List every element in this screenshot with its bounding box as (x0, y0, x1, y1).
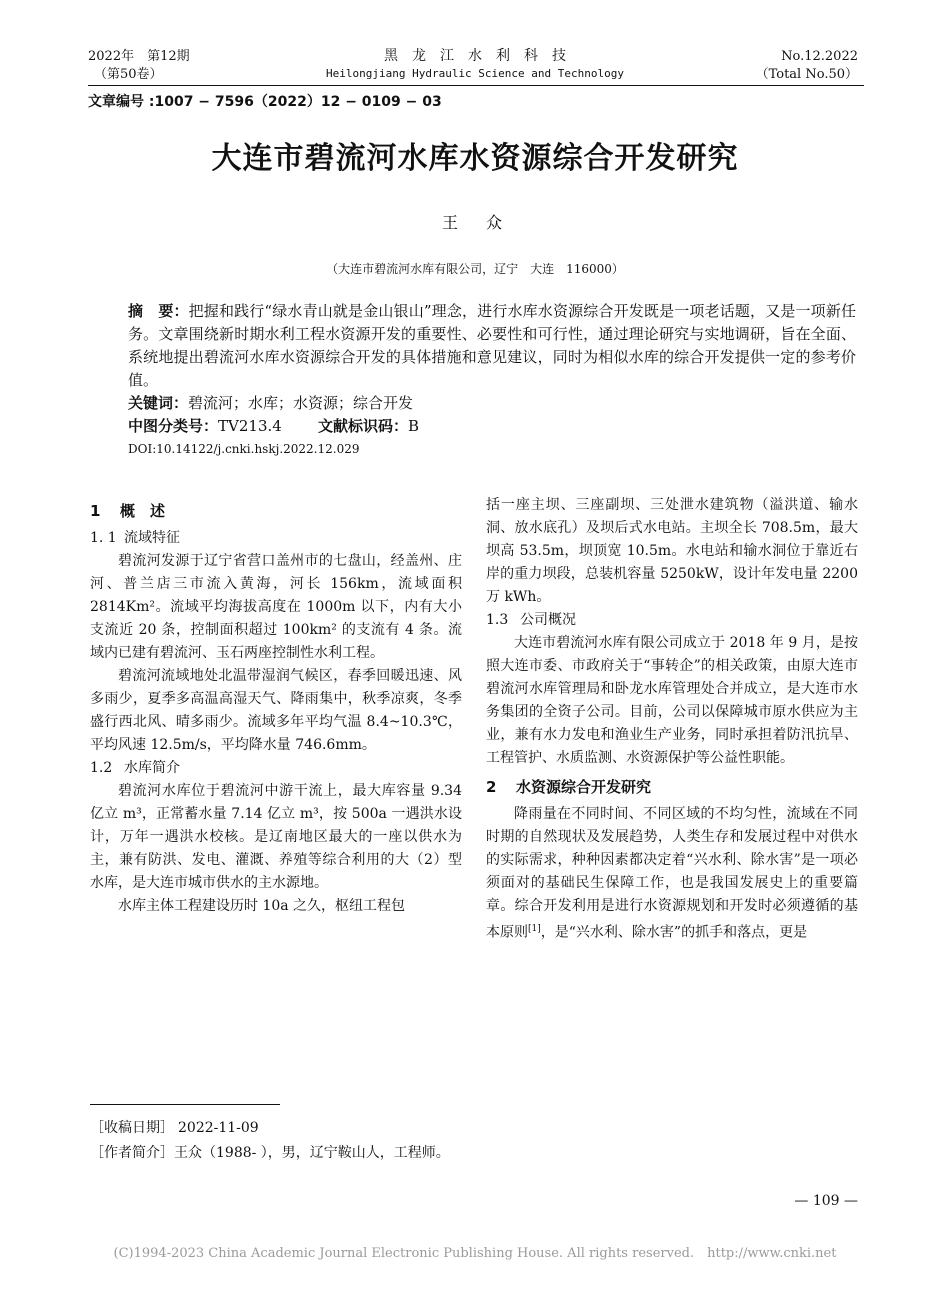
affiliation: （大连市碧流河水库有限公司，辽宁 大连 116000） (326, 262, 624, 276)
paragraph: 括一座主坝、三座副坝、三处泄水建筑物（溢洪道、输水洞、放水底孔）及坝后式水电站。主坝全长 708.5m，最大坝高 53.5m，坝顶宽 10.5m。水电站和输水洞位于靠近右岸的重力坝段，总装机容量 5250kW，设计年发电量 2200 万 kWh。 (486, 497, 858, 605)
paragraph: 大连市碧流河水库有限公司成立于 2018 年 9 月，是按照大连市委、市政府关于“事转企”的相关政策，由原大连市碧流河水库管理局和卧龙水库管理处合并成立，是大连市水务集团的全资子公司。目前，公司以保障城市原水供应为主业，兼有水力发电和渔业生产业务，同时承担着防汛抗旱、工程管护、水质监测、水资源保护等公益性职能。 (486, 635, 858, 766)
copyright-notice: (C)1994-2023 China Academic Journal Electronic Publishing House. All rights reserved. http://www.cnki.net (113, 1246, 837, 1261)
citation-ref[interactable]: [1] (528, 924, 541, 934)
subsection-1-2-heading: 1.2 水库简介 (90, 760, 180, 776)
paper-title: 大连市碧流河水库水资源综合开发研究 (211, 141, 739, 176)
doi: DOI:10.14122/j.cnki.hskj.2022.12.029 (128, 442, 360, 456)
footnote-rule (90, 1104, 280, 1105)
clc-value: TV213.4 (218, 417, 282, 435)
author-name: 王 众 (441, 213, 508, 232)
author-bio: ［作者简介］王众（1988- ），男，辽宁鞍山人，工程师。 (90, 1145, 450, 1161)
abstract (128, 300, 856, 392)
keywords (128, 392, 856, 415)
abstract-label: 摘 要： (128, 302, 189, 320)
journal-title-center (300, 48, 650, 82)
issue-total: （Total No.50） (755, 67, 858, 82)
journal-name-en: Heilongjiang Hydraulic Science and Technology (325, 67, 624, 80)
left-column (90, 494, 462, 918)
clc-label: 中图分类号： (128, 417, 219, 435)
journal-issue-right (756, 48, 858, 84)
article-number: 文章编号 :1007 − 7596（2022）12 − 0109 − 03 (88, 94, 442, 110)
issue-number: No.12.2022 (781, 49, 858, 64)
issue-year: 2022年 第12期 (88, 49, 190, 64)
issue-volume: （第50卷） (94, 67, 163, 82)
section-1-heading: 1 概 述 (90, 502, 166, 520)
paragraph: 碧流河流域地处北温带湿润气候区，春季回暖迅速、风多雨少，夏季多高温高湿天气、降雨集中，秋季凉爽，冬季盛行西北风、晴多雨少。流域多年平均气温 8.4~10.3℃，平均风速 12.5m/s，平均降水量 746.6mm。 (90, 668, 462, 753)
subsection-1-3-heading: 1.3 公司概况 (486, 612, 576, 628)
journal-issue-left (88, 48, 190, 84)
paragraph: 碧流河发源于辽宁省营口盖州市的七盘山，经盖州、庄河、普兰店三市流入黄海，河长 156km，流域面积 2814Km²。流域平均海拔高度在 1000m 以下，内有大小支流近 20 条，控制面积超过 100km² 的支流有 4 条。流域内已建有碧流河、玉石两座控制性水利工程。 (90, 553, 462, 661)
received-date: ［收稿日期］ 2022-11-09 (90, 1120, 259, 1136)
section-2-heading: 2 水资源综合开发研究 (486, 778, 652, 796)
right-column (486, 494, 858, 945)
abstract-block (128, 300, 856, 461)
journal-name-cn: 黑 龙 江 水 利 科 技 (384, 48, 566, 64)
paragraph: 降雨量在不同时间、不同区域的不均匀性，流域在不同时期的自然现状及发展趋势，人类生存和发展过程中对供水的实际需求，种种因素都决定着“兴水利、除水害”是一项必须面对的基础民生保障工作，也是我国发展史上的重要篇章。综合开发利用是进行水资源规划和开发时必须遵循的基本原则[1]，是“兴水利、除水害”的抓手和落点，更是 (486, 806, 858, 941)
subsection-1-1-heading: 1. 1 流域特征 (90, 530, 180, 546)
paragraph: 水库主体工程建设历时 10a 之久，枢纽工程包 (118, 898, 406, 914)
doc-code-label: 文献标识码： (318, 417, 409, 435)
footnote (90, 1116, 860, 1166)
page-number: — 109 — (794, 1193, 858, 1209)
abstract-text: 把握和践行“绿水青山就是金山银山”理念，进行水库水资源综合开发既是一项老话题，又是一项新任务。文章围绕新时期水利工程水资源开发的重要性、必要性和可行性，通过理论研究与实地调研，旨在全面、系统地提出碧流河水库水资源综合开发的具体措施和意见建议，同时为相似水库的综合开发提供一定的参考价值。 (128, 302, 856, 389)
keywords-text: 碧流河；水库；水资源；综合开发 (188, 394, 414, 412)
keywords-label: 关键词： (128, 394, 189, 412)
doc-code-value: B (408, 417, 420, 435)
paragraph: 碧流河水库位于碧流河中游干流上，最大库容量 9.34 亿立 m³，正常蓄水量 7.14 亿立 m³，按 500a 一遇洪水设计，万年一遇洪水校核。是辽南地区最大的一座以供水为主，兼有防洪、发电、灌溉、养殖等综合利用的大（2）型水库，是大连市城市供水的主水源地。 (90, 783, 462, 891)
classification (128, 415, 856, 438)
header-rule (88, 85, 864, 86)
